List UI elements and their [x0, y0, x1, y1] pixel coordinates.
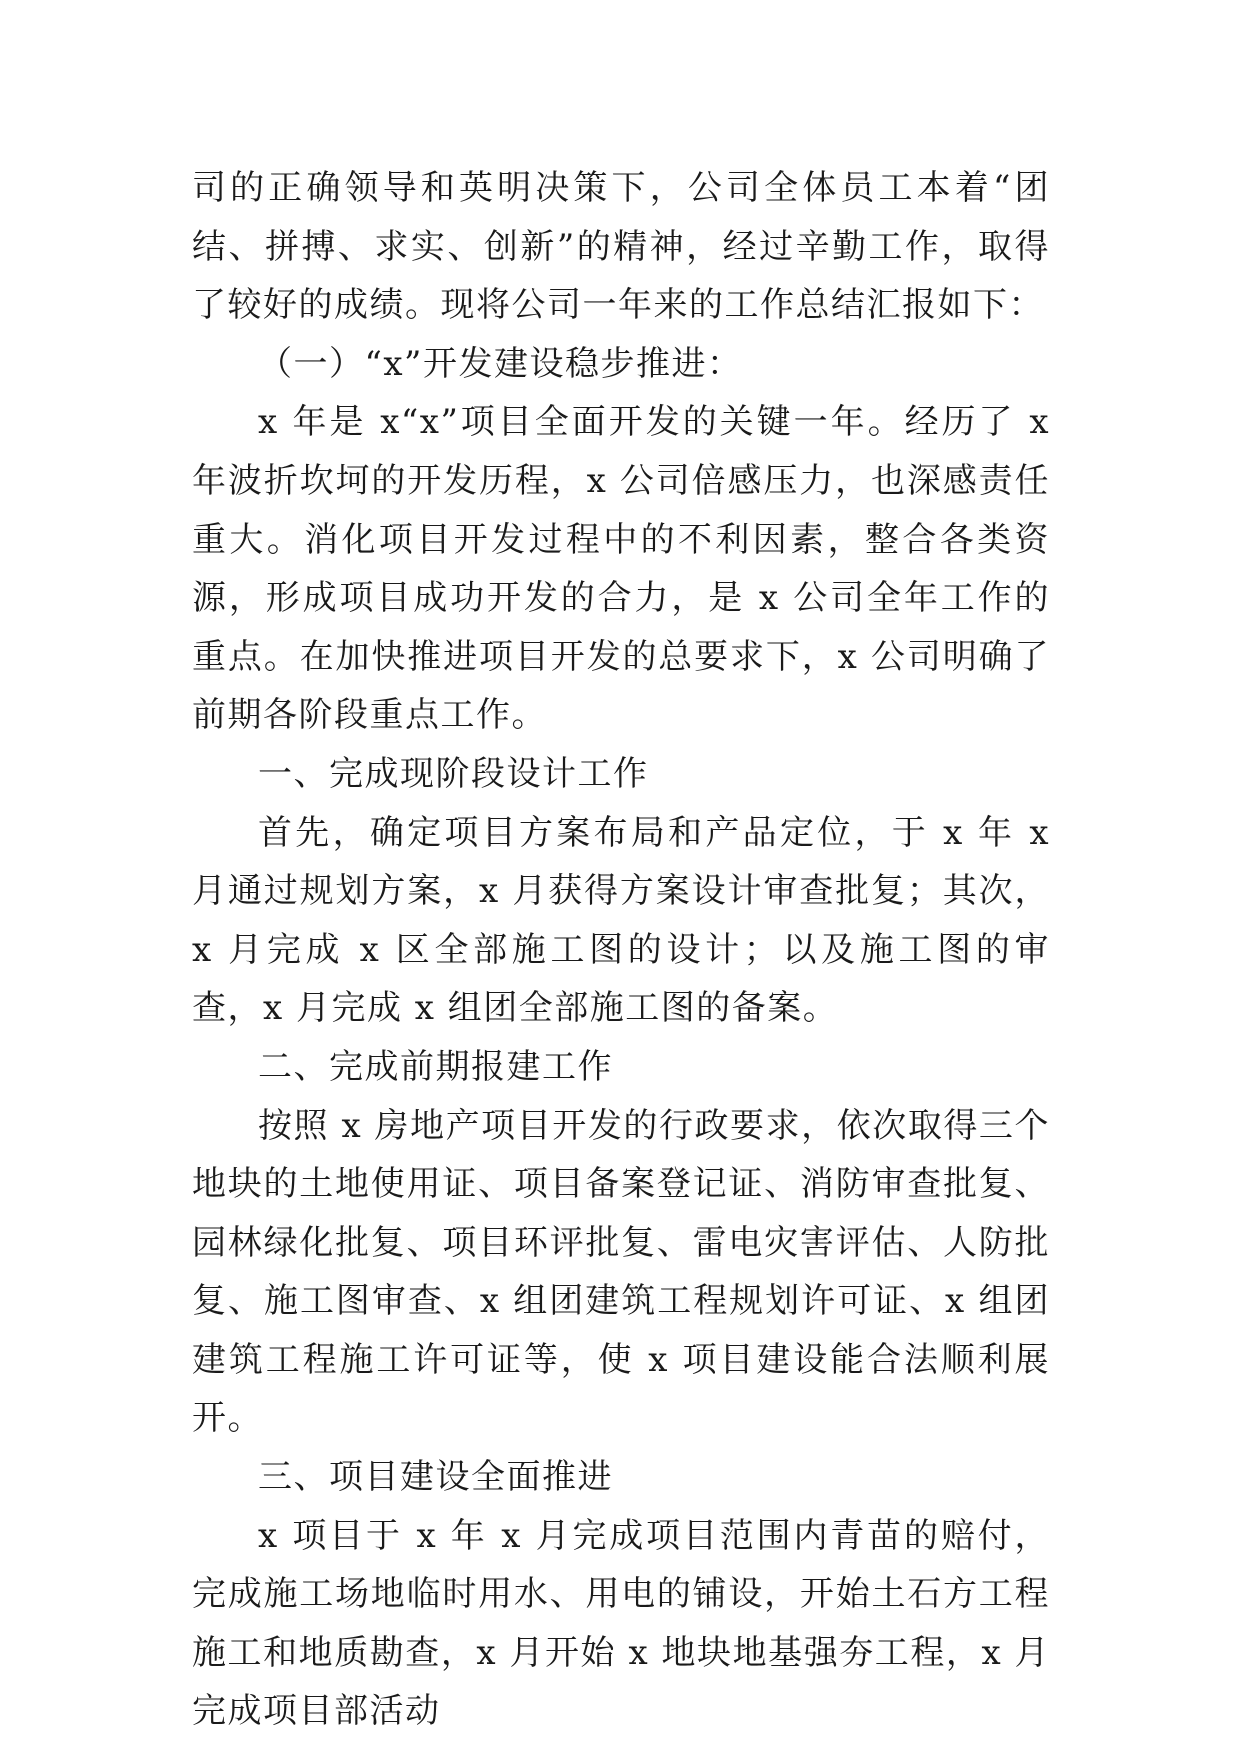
- paragraph-key-year: x 年是 x“x”项目全面开发的关键一年。经历了 x 年波折坎坷的开发历程，x 公司倍感压力，也深感责任重大。消化项目开发过程中的不利因素，整合各类资源，形成项目成功开发的合力，是 x 公司全年工作的重点。在加快推进项目开发的总要求下，x 公司明确了前期各阶段重点工作。: [192, 402, 1050, 736]
- heading-pre-construction: 二、完成前期报建工作: [258, 1046, 613, 1087]
- paragraph-construction-progress: x 项目于 x 年 x 月完成项目范围内青苗的赔付，完成施工场地临时用水、用电的铺设，开始土石方工程施工和地质勘查，x 月开始 x 地块地基强夯工程，x 月完成项目部活动: [192, 1515, 1050, 1732]
- section-heading-development: （一）“x”开发建设稳步推进：: [258, 343, 743, 384]
- heading-design-work: 一、完成现阶段设计工作: [258, 753, 649, 794]
- paragraph-intro-continued: 司的正确领导和英明决策下，公司全体员工本着“团结、拼搏、求实、创新”的精神，经过辛勤工作，取得了较好的成绩。现将公司一年来的工作总结汇报如下：: [192, 168, 1050, 326]
- heading-construction-progress: 三、项目建设全面推进: [258, 1457, 613, 1498]
- paragraph-design-work: 首先，确定项目方案布局和产品定位，于 x 年 x 月通过规划方案，x 月获得方案设计审查批复；其次，x 月完成 x 区全部施工图的设计；以及施工图的审查，x 月完成 x 组团全部施工图的备案。: [192, 812, 1050, 1029]
- document-body: [192, 159, 1050, 1741]
- paragraph-pre-construction: 按照 x 房地产项目开发的行政要求，依次取得三个地块的土地使用证、项目备案登记证、消防审查批复、园林绿化批复、项目环评批复、雷电灾害评估、人防批复、施工图审查、x 组团建筑工程规划许可证、x 组团建筑工程施工许可证等，使 x 项目建设能合法顺利展开。: [192, 1105, 1050, 1439]
